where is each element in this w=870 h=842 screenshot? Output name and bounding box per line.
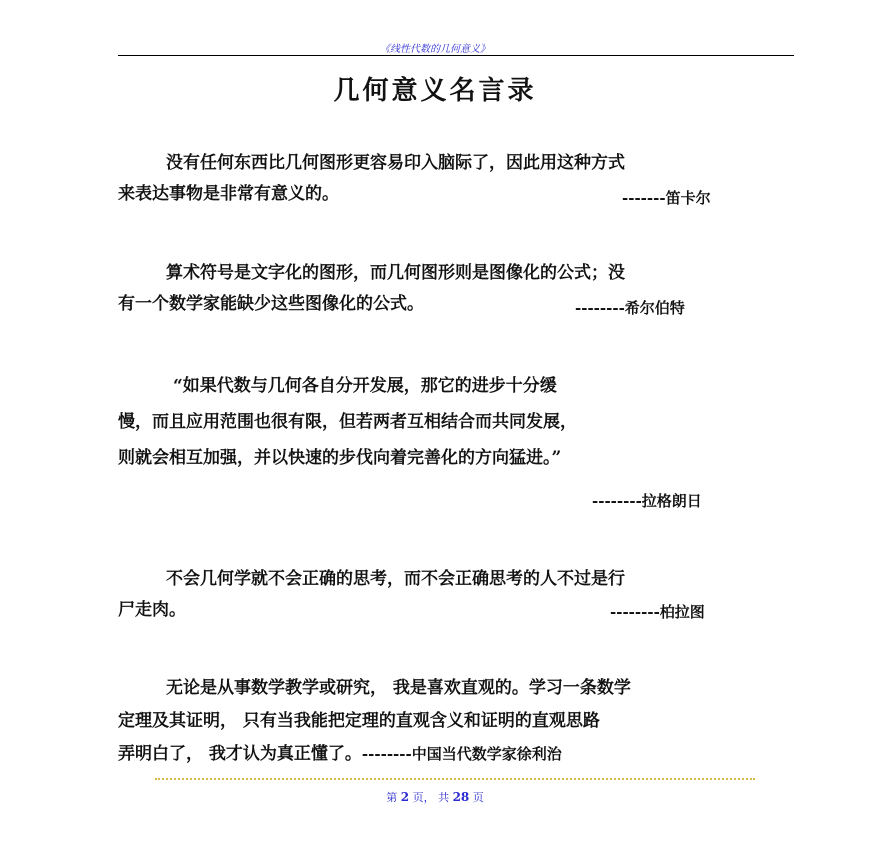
- page-mid: 页， 共: [412, 791, 450, 804]
- quote-line: 没有任何东西比几何图形更容易印入脑际了，因此用这种方式: [166, 153, 625, 173]
- quote-attribution: --------中国当代数学家徐利治: [361, 745, 562, 763]
- quote-line: 不会几何学就不会正确的思考，而不会正确思考的人不过是行: [166, 569, 625, 589]
- quote-attribution: --------拉格朗日: [592, 492, 702, 510]
- running-header: 《线性代数的几何意义》: [380, 44, 490, 55]
- quote-attribution: --------希尔伯特: [575, 299, 685, 317]
- page-prefix: 第: [386, 791, 398, 804]
- quote-hilbert: [118, 258, 798, 320]
- footer-divider: [155, 778, 755, 780]
- quote-attribution: -------笛卡尔: [622, 189, 711, 207]
- quote-lagrange: [118, 368, 798, 476]
- quote-line: 定理及其证明， 只有当我能把定理的直观含义和证明的直观思路: [118, 711, 600, 731]
- quote-attribution: --------柏拉图: [610, 603, 705, 621]
- page-current: 2: [400, 790, 410, 804]
- quote-line: [118, 738, 798, 771]
- quote-line: 无论是从事数学教学或研究， 我是喜欢直观的。学习一条数学: [166, 678, 631, 698]
- page-title: 几何意义名言录: [333, 76, 537, 106]
- quote-line: “如果代数与几何各自分开发展，那它的进步十分缓: [173, 376, 557, 396]
- header-divider: [118, 55, 794, 56]
- quote-xu-lizhi: [118, 672, 798, 771]
- quote-line: 算术符号是文字化的图形，而几何图形则是图像化的公式；没: [166, 263, 625, 283]
- quote-line: 尸走肉。: [118, 600, 186, 620]
- page-number: [0, 789, 870, 805]
- page-total: 28: [452, 790, 470, 804]
- quote-line: 则就会相互加强，并以快速的步伐向着完善化的方向猛进。”: [118, 448, 562, 468]
- quote-line: 有一个数学家能缺少这些图像化的公式。: [118, 294, 424, 314]
- quote-text: 弄明白了， 我才认为真正懂了。: [118, 744, 362, 764]
- quote-line: 来表达事物是非常有意义的。: [118, 184, 339, 204]
- quote-line: 慢，而且应用范围也很有限，但若两者互相结合而共同发展，: [118, 412, 577, 432]
- page-suffix: 页: [472, 791, 484, 804]
